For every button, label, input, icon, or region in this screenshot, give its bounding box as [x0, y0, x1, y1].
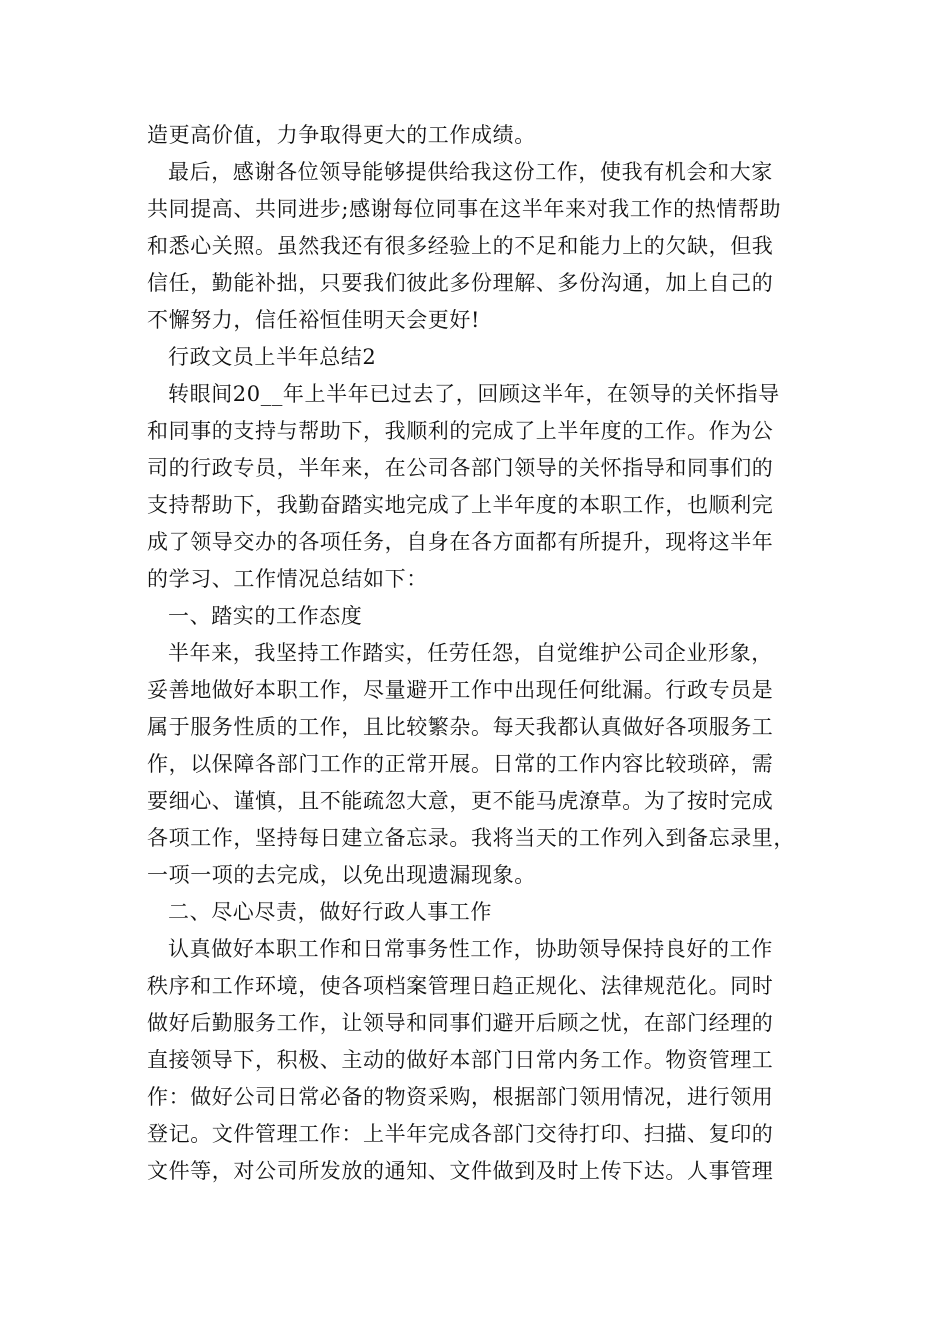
section-heading: 行政文员上半年总结2 [168, 345, 377, 369]
text-line: 要细心、谨慎，且不能疏忽大意，更不能马虎潦草。为了按时完成 [147, 789, 774, 813]
paragraph-first-line: 半年来，我坚持工作踏实，任劳任怨，自觉维护公司企业形象， [168, 641, 773, 665]
text-line: 文件等，对公司所发放的通知、文件做到及时上传下达。人事管理 [147, 1159, 774, 1183]
text-line: 造更高价值，力争取得更大的工作成绩。 [147, 123, 536, 147]
section-heading: 一、踏实的工作态度 [168, 604, 363, 628]
section-heading: 二、尽心尽责，做好行政人事工作 [168, 900, 492, 924]
text-line: 和同事的支持与帮助下，我顺利的完成了上半年度的工作。作为公 [147, 419, 774, 443]
text-line: 和悉心关照。虽然我还有很多经验上的不足和能力上的欠缺，但我 [147, 234, 774, 258]
text-line: 做好后勤服务工作，让领导和同事们避开后顾之忧，在部门经理的 [147, 1011, 774, 1035]
text-line: 妥善地做好本职工作，尽量避开工作中出现任何纰漏。行政专员是 [147, 678, 774, 702]
text-line: 秩序和工作环境，使各项档案管理日趋正规化、法律规范化。同时 [147, 974, 774, 998]
text-line: 信任，勤能补拙，只要我们彼此多份理解、多份沟通，加上自己的 [147, 271, 774, 295]
text-line: 不懈努力，信任裕恒佳明天会更好! [147, 308, 481, 332]
text-line: 登记。文件管理工作：上半年完成各部门交待打印、扫描、复印的 [147, 1122, 774, 1146]
text-line: 成了领导交办的各项任务，自身在各方面都有所提升，现将这半年 [147, 530, 774, 554]
paragraph-first-line: 最后，感谢各位领导能够提供给我这份工作，使我有机会和大家 [168, 160, 773, 184]
text-line: 共同提高、共同进步;感谢每位同事在这半年来对我工作的热情帮助 [147, 197, 782, 221]
text-line: 的学习、工作情况总结如下： [147, 567, 428, 591]
text-line: 支持帮助下，我勤奋踏实地完成了上半年度的本职工作，也顺利完 [147, 493, 774, 517]
text-line: 作：做好公司日常必备的物资采购，根据部门领用情况，进行领用 [147, 1085, 774, 1109]
text-line: 各项工作，坚持每日建立备忘录。我将当天的工作列入到备忘录里， [147, 826, 795, 850]
text-line: 一项一项的去完成，以免出现遗漏现象。 [147, 863, 536, 887]
text-line: 直接领导下，积极、主动的做好本部门日常内务工作。物资管理工 [147, 1048, 774, 1072]
text-line: 作，以保障各部门工作的正常开展。日常的工作内容比较琐碎，需 [147, 752, 774, 776]
text-line: 司的行政专员，半年来，在公司各部门领导的关怀指导和同事们的 [147, 456, 774, 480]
paragraph-first-line: 认真做好本职工作和日常事务性工作，协助领导保持良好的工作 [168, 937, 773, 961]
paragraph-first-line: 转眼间20__年上半年已过去了，回顾这半年，在领导的关怀指导 [168, 382, 780, 406]
text-line: 属于服务性质的工作，且比较繁杂。每天我都认真做好各项服务工 [147, 715, 774, 739]
